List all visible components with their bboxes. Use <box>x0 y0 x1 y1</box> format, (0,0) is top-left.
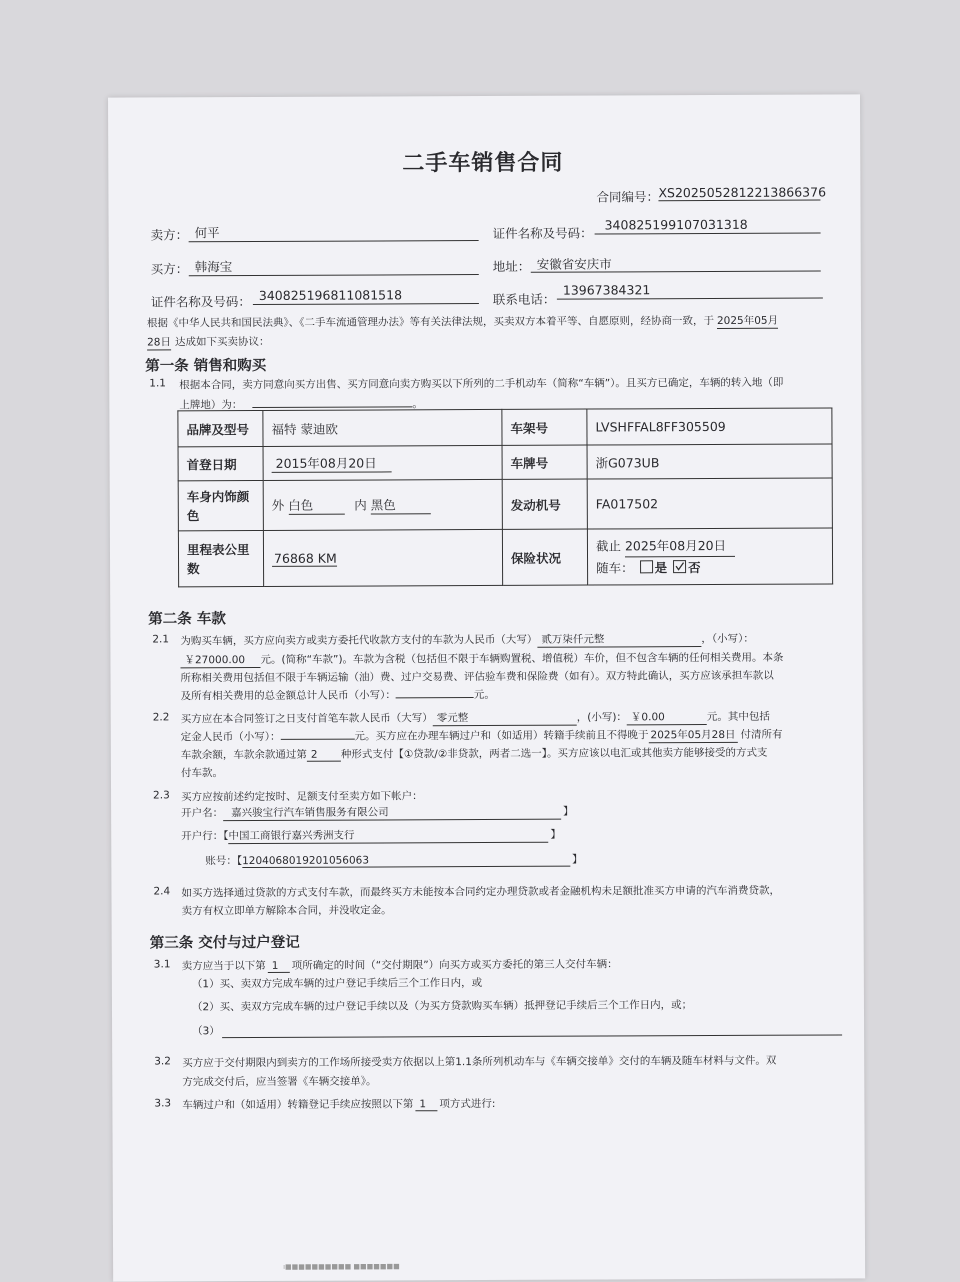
clause-3-1-num: 3.1 <box>153 958 171 971</box>
delivery-option-1: （1）买、卖双方完成车辆的过户登记手续后三个工作日内，或 <box>191 977 483 991</box>
insurance-until: 2025年08月20日 <box>625 535 735 557</box>
clause-2-2-line3: 车款余额，车款余款通过第 2 种形式支付【①贷款/②非贷款，两者二选一】。买方应该以电汇或其他卖方能够接受的方式支 <box>180 746 768 762</box>
color-cell: 外 白色 内 黑色 <box>263 479 502 530</box>
plate-label: 车牌号 <box>502 445 587 479</box>
color-label: 车身内饰颜 色 <box>178 480 263 530</box>
clause-3-3-num: 3.3 <box>154 1097 172 1110</box>
mileage-cell <box>263 529 502 586</box>
deposit-blank[interactable] <box>281 739 355 740</box>
down-payment-lower: ￥0.00 <box>627 709 707 725</box>
faint-footer-mark: ı■■■■■■■■■■ ■■■■■■■ <box>283 1262 400 1271</box>
account-bank-row: 开户行：【中国工商银行嘉兴秀洲支行 】 <box>181 828 561 843</box>
insurance-no-checkbox[interactable] <box>673 560 686 573</box>
clause-2-1-line1: 为购买车辆，买方应向卖方或卖方委托代收款方支付的车款为人民币（大写） 贰万柒仟元整 ，（小写）： <box>180 632 754 648</box>
delivery-option-3-blank[interactable] <box>222 1034 842 1038</box>
clause-2-2-num: 2.2 <box>152 711 170 724</box>
reg-date-value: 2015年08月20日 <box>272 453 392 473</box>
clause-2-4-line2: 卖方有权立即单方解除本合同，并没收定金。 <box>181 904 392 918</box>
preamble-text-2: 28日 达成如下买卖协议： <box>147 335 270 349</box>
contract-no-label: 合同编号： <box>596 189 659 205</box>
clause-1-1-text-2: 上牌地）为： 。 <box>179 398 423 412</box>
clause-3-2-line2: 方完成交付后，应当签署《车辆交接单》。 <box>182 1075 377 1089</box>
section-2-title: 第二条 车款 <box>148 611 226 628</box>
engine-value: FA017502 <box>587 478 832 529</box>
down-payment-upper: 零元整 <box>433 710 577 727</box>
clause-2-1-line4: 及所有相关费用的总金额总计人民币（小写）： 元。 <box>180 688 495 703</box>
vehicle-table <box>177 407 833 587</box>
seller-id: 340825199107031318 <box>604 216 748 233</box>
reg-date-label: 首登日期 <box>178 446 263 480</box>
vin-label: 车架号 <box>502 409 587 445</box>
price-lower: ￥27000.00 <box>180 652 260 668</box>
plate-value: 浙G073UB <box>587 444 832 479</box>
clause-1-1-num: 1.1 <box>149 377 166 390</box>
brand-value: 福特 蒙迪欧 <box>263 409 502 446</box>
clause-3-3-text: 车辆过户和（如适用）转籍登记手续应按照以下第 1 项方式进行: <box>182 1097 496 1112</box>
account-name: 嘉兴骏宝行汽车销售服务有限公司 <box>223 804 561 821</box>
phone-label: 联系电话： <box>492 291 556 307</box>
clause-2-4-num: 2.4 <box>153 885 171 898</box>
buyer-label: 买方： <box>150 261 189 277</box>
contract-page <box>108 94 865 1281</box>
clause-3-2-num: 3.2 <box>154 1055 171 1068</box>
outer-color: 白色 <box>288 496 344 515</box>
clause-3-1-text: 卖方应当于以下第 1 项所确定的时间（“交付期限”）向买方或买方委托的第三人交付车辆： <box>181 958 618 973</box>
page-title: 二手车销售合同 <box>402 150 564 177</box>
total-amount-blank[interactable] <box>396 697 474 698</box>
clause-2-3-text: 买方应按前述约定按时、足额支付至卖方如下帐户： <box>181 790 423 804</box>
seller-id-label: 证件名称及号码： <box>492 225 593 241</box>
mileage-value: 76868 <box>273 550 314 566</box>
address-label: 地址： <box>492 258 531 274</box>
price-upper: 贰万柒仟元整 <box>537 631 701 648</box>
delivery-option-2: （2）买、卖双方完成车辆的过户登记手续以及（为买方贷款购买车辆）抵押登记手续后三个工作日内，或； <box>191 999 693 1014</box>
agreement-date-1: 2025年05月 <box>716 314 779 327</box>
brand-label: 品牌及型号 <box>178 410 263 446</box>
seller-name: 何平 <box>194 225 220 241</box>
section-3-title: 第三条 交付与过户登记 <box>149 934 300 952</box>
contract-no: XS2025052812213866376 <box>658 184 827 201</box>
clause-2-4-line1: 如买方选择通过贷款的方式支付车款，而最终买方未能按本合同约定办理贷款或者金融机构未足额批准买方申请的汽车消费贷款， <box>181 884 780 900</box>
payment-way: 2 <box>307 749 341 762</box>
mileage-unit: KM <box>317 550 337 566</box>
insurance-cell: 截止 2025年08月20日 随车： 是 否 <box>587 528 832 585</box>
engine-label: 发动机号 <box>502 479 587 529</box>
account-no: 1204068019201056063 <box>242 854 570 868</box>
buyer-name: 韩海宝 <box>194 259 233 275</box>
insurance-label: 保险状况 <box>502 529 587 585</box>
clause-2-2-line4: 付车款。 <box>180 767 223 780</box>
reg-date-cell <box>263 445 502 480</box>
account-bank: 中国工商银行嘉兴秀洲支行 <box>228 827 548 844</box>
clause-2-2-line1: 买方应在本合同签订之日支付首笔车款人民币（大写） 零元整 ，(小写)： ￥0.00 元。其中包括 <box>180 710 770 726</box>
clause-2-2-line2: 定金人民币（小写）： 元。买方应在办理车辆过户和（如适用）转籍手续前且不得晚于 2025年05月28日 付清所有 <box>180 728 783 744</box>
delivery-option-3: （3） <box>192 1025 220 1038</box>
section-1-title: 第一条 销售和购买 <box>145 357 267 375</box>
buyer-phone: 13967384321 <box>562 282 651 298</box>
registration-place-blank[interactable] <box>252 406 412 408</box>
clause-3-2-line1: 买方应于交付期限内到卖方的工作场所接受卖方依据以上第1.1条所列机动车与《车辆交接单》交付的车辆及随车材料与文件。双 <box>182 1054 777 1070</box>
mileage-label: 里程表公里 数 <box>178 530 263 586</box>
account-no-row: 账号：【1204068019201056063 】 <box>205 853 583 868</box>
inner-color: 黑色 <box>371 495 431 514</box>
buyer-id: 340825196811081518 <box>258 287 403 303</box>
balance-due-date: 2025年05月28日 <box>649 727 738 743</box>
clause-2-1-line2: ￥27000.00 元。(简称“车款”)。车款为含税（包括但不限于车辆购置税、增值税）车价，但不包含车辆的任何相关费用。本条 <box>180 650 783 669</box>
agreement-date-2: 28日 <box>147 336 171 349</box>
seller-label: 卖方： <box>150 227 189 243</box>
clause-2-3-num: 2.3 <box>153 789 170 802</box>
clause-2-1-num: 2.1 <box>152 633 170 646</box>
buyer-id-label: 证件名称及号码： <box>150 294 251 310</box>
insurance-yes-checkbox[interactable] <box>640 560 653 573</box>
preamble-text: 根据《中华人民共和国民法典》、《二手车流通管理办法》等有关法律法规，买卖双方本着平等、自愿原则，经协商一致，于 2025年05月 <box>146 314 779 330</box>
account-name-row: 开户名： 嘉兴骏宝行汽车销售服务有限公司 】 <box>181 805 574 820</box>
clause-1-1-text: 根据本合同，卖方同意向买方出售、买方同意向卖方购买以下所列的二手机动车（简称“车辆”）。且买方已确定，车辆的转入地（即 <box>179 376 784 392</box>
delivery-option: 1 <box>268 960 290 973</box>
vin-value: LVSHFFAL8FF305509 <box>587 408 832 445</box>
transfer-option: 1 <box>415 1098 437 1111</box>
buyer-address: 安徽省安庆市 <box>536 256 612 272</box>
clause-2-1-line3: 所称相关费用包括但不限于车辆运输（油）费、过户交易费、评估验车费和保险费（如有）。双方特此确认，买方应该承担车款以 <box>180 669 774 685</box>
